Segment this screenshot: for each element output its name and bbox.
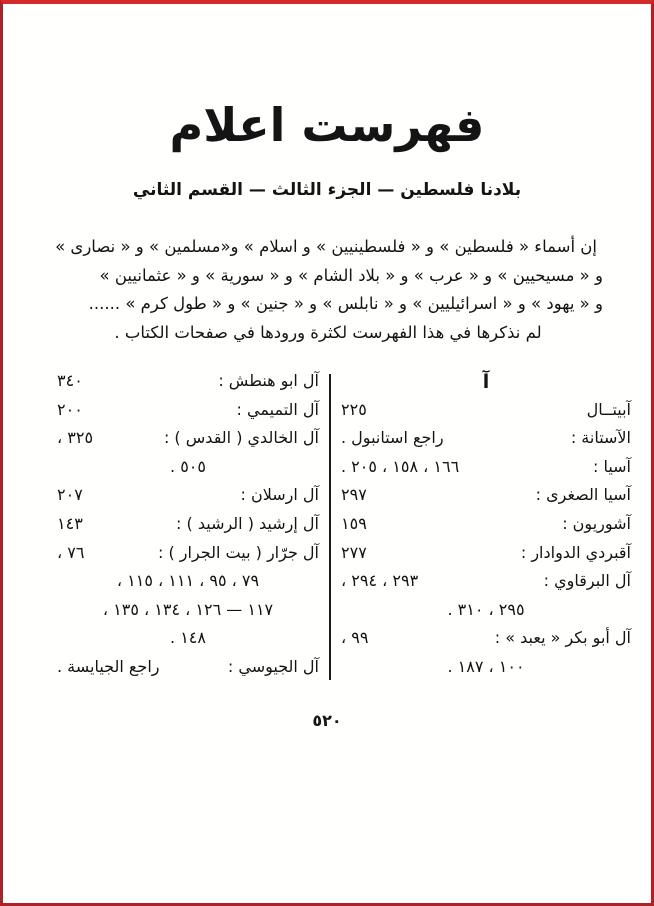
entry-name: آل التميمي : — [236, 399, 319, 419]
entry-pages: ٣٢٥ ، — [57, 428, 94, 448]
intro-line: و « يهود » و « اسرائيليين » و « نابلس » و « جنين » و « طول كرم » ...... — [88, 294, 603, 313]
index-entry-continuation — [341, 657, 631, 686]
entry-name: الآستانة : — [570, 428, 631, 448]
column-divider — [329, 374, 331, 680]
entry-name: آل أبو بكر « يعبد » : — [494, 628, 631, 648]
entry-pages: ٩٩ ، — [341, 628, 369, 648]
section-letter: آ — [482, 371, 490, 393]
index-column-second — [57, 371, 319, 686]
index-columns — [33, 371, 631, 686]
intro-paragraph — [53, 233, 603, 347]
index-entry — [57, 400, 319, 429]
entry-name: آسيا الصغرى : — [535, 485, 631, 505]
entry-pages: ١٥٩ — [341, 513, 367, 533]
index-entry — [57, 371, 319, 400]
continuation-pages: ١١٧ — ١٢٦ ، ١٣٤ ، ١٣٥ ، — [102, 599, 274, 619]
entry-pages: ١٤٣ — [57, 513, 83, 533]
entry-name: آسيا : — [592, 456, 631, 476]
index-entry — [341, 628, 631, 657]
continuation-pages: ١٠٠ ، ١٨٧ . — [447, 656, 525, 676]
book-subtitle: بلادنا فلسطين — الجزء الثالث — القسم الثاني — [132, 180, 522, 200]
continuation-pages: ٧٩ ، ٩٥ ، ١١١ ، ١١٥ ، — [116, 571, 260, 591]
entry-name: آل البرقاوي : — [543, 571, 631, 591]
index-entry — [341, 514, 631, 543]
index-entry-continuation — [57, 600, 319, 629]
entry-pages: ١٦٦ ، ١٥٨ ، ٢٠٥ . — [341, 456, 460, 476]
index-entry — [341, 457, 631, 486]
intro-line: و « مسيحيين » و « عرب » و « بلاد الشام » و « سورية » و « عثمانيين » — [99, 265, 603, 285]
index-entry — [341, 485, 631, 514]
entry-pages: ٢٩٧ — [341, 485, 367, 505]
index-entry — [341, 400, 631, 429]
entry-pages: ٢٩٣ ، ٢٩٤ ، — [341, 571, 419, 591]
index-entry — [57, 514, 319, 543]
continuation-pages: ٢٩٥ ، ٣١٠ . — [447, 599, 525, 619]
index-entry-continuation — [341, 600, 631, 629]
entry-pages: ٧٦ ، — [57, 542, 85, 562]
entry-name: آل جرّار ( بيت الجرار ) : — [158, 542, 319, 562]
entry-name: آشوريون : — [562, 513, 631, 533]
entry-pages: ٢٠٠ — [57, 399, 83, 419]
index-column-first — [341, 371, 631, 686]
index-entry — [341, 571, 631, 600]
page-number: ٥٢٠ — [312, 710, 342, 730]
intro-line: لم نذكرها في هذا الفهرست لكثرة ورودها في صفحات الكتاب . — [114, 322, 542, 342]
index-entry — [341, 543, 631, 572]
entry-name: آل الجيوسي : — [227, 656, 319, 676]
index-entry-continuation — [57, 571, 319, 600]
index-entry-continuation — [57, 457, 319, 486]
index-entry-continuation — [57, 628, 319, 657]
index-entry — [57, 657, 319, 686]
entry-name: آل إرشيد ( الرشيد ) : — [176, 513, 319, 533]
index-entry — [57, 543, 319, 572]
index-entry — [57, 428, 319, 457]
entry-pages: راجع استانبول . — [341, 428, 444, 448]
index-entry — [341, 428, 631, 457]
entry-pages: ٣٤٠ — [57, 371, 83, 390]
intro-line: إن أسماء « فلسطين » و « فلسطينيين » و اسلام » و«مسلمين » و « نصارى » — [55, 237, 597, 256]
entry-pages: راجع الجيايسة . — [57, 656, 160, 676]
entry-pages: ٢٠٧ — [57, 485, 83, 505]
continuation-pages: ١٤٨ . — [170, 628, 206, 648]
page-title: فهرست اعلام — [169, 98, 485, 152]
entry-name: آل ارسلان : — [240, 485, 319, 505]
entry-name: آقبردي الدوادار : — [520, 542, 631, 562]
entry-name: آبيتــال — [586, 399, 631, 419]
continuation-pages: ٥٠٥ . — [170, 456, 206, 476]
entry-name: آل الخالدي ( القدس ) : — [163, 428, 319, 448]
entry-name: آل ابو هنطش : — [218, 371, 319, 390]
entry-pages: ٢٢٥ — [341, 399, 367, 419]
index-entry — [57, 485, 319, 514]
entry-pages: ٢٧٧ — [341, 542, 367, 562]
